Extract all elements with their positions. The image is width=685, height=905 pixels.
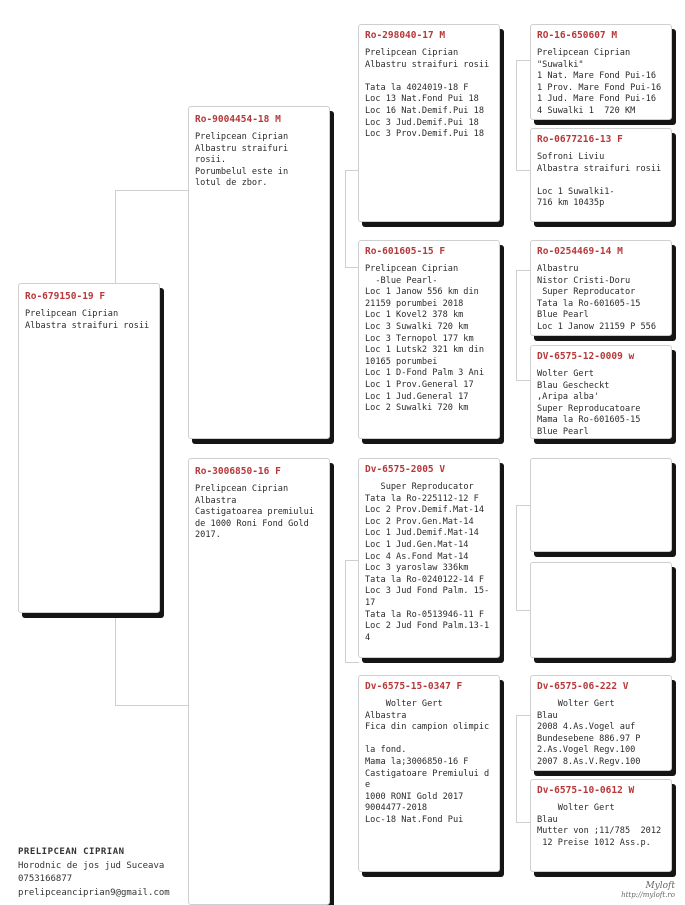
ring-number: Dv-6575-06-222 V: [537, 681, 629, 692]
watermark: [621, 881, 675, 899]
connector: [516, 270, 517, 380]
watermark-logo: Myloft: [645, 881, 675, 891]
connector: [516, 380, 530, 381]
watermark-url: http://myloft.ro: [621, 891, 675, 899]
connector: [516, 170, 530, 171]
connector: [516, 715, 530, 716]
ring-number: Ro-9004454-18 M: [195, 114, 281, 125]
pigeon-details: Super Reproducator Tata la Ro-225112-12 F Loc 2 Prov.Demif.Mat-14 Loc 2 Prov.Gen.Mat-14 Loc 1 Jud.Demif.Mat-14 Loc 1 Jud.Gen.Mat-14 Loc 4 As.Fond Mat-14 Loc 3 yaroslaw 336km Tata la Ro-0240122-14 F Loc 3 Jud Fond Palm. 15- 17 Tata la Ro-0513946-11 F Loc 2 Jud Fond Palm.13-1 4: [365, 482, 490, 643]
ring-number: Ro-298040-17 M: [365, 30, 446, 41]
connector: [516, 505, 530, 506]
pigeon-card-gg-2[interactable]: [530, 128, 672, 222]
pigeon-details: Wolter Gert Albastra Fica din campion olimpic la fond. Mama la;3006850-16 F Castigatoare Premiului d e 1000 RONI Gold 2017 9004477-2018 Loc-18 Nat.Fond Pui: [365, 699, 490, 825]
ring-number: Dv-6575-10-0612 W: [537, 785, 635, 796]
pigeon-card-paternal-grandmother[interactable]: [358, 240, 500, 439]
ring-number: Ro-3006850-16 F: [195, 466, 281, 477]
connector: [516, 60, 530, 61]
connector: [516, 610, 530, 611]
pigeon-details: Prelipcean Ciprian Albastra straifuri rosii: [25, 309, 150, 331]
pigeon-details: Prelipcean Ciprian Albastra Castigatoarea premiului de 1000 Roni Fond Gold 2017.: [195, 484, 314, 541]
ring-number: Ro-601605-15 F: [365, 246, 446, 257]
connector: [345, 170, 359, 171]
breeder-phone: 0753166877: [18, 874, 73, 884]
ring-number: Dv-6575-2005 V: [365, 464, 446, 475]
connector: [115, 705, 189, 706]
pigeon-card-gg-4[interactable]: [530, 345, 672, 439]
connector: [115, 190, 189, 191]
ring-number: Ro-0677216-13 F: [537, 134, 623, 145]
pigeon-details: Prelipcean Ciprian "Suwalki" 1 Nat. Mare Fond Pui-16 1 Prov. Mare Fond Pui-16 1 Jud. Mare Fond Pui-16 4 Suwalki 1 720 KM: [537, 48, 662, 116]
ring-number: Ro-679150-19 F: [25, 291, 106, 302]
connector: [345, 560, 346, 662]
connector: [516, 822, 530, 823]
pigeon-card-mother[interactable]: [188, 458, 330, 905]
pigeon-details: Albastru Nistor Cristi-Doru Super Reproducator Tata la Ro-601605-15 Blue Pearl Loc 1 Janow 21159 P 556: [537, 264, 656, 332]
pigeon-card-gg-8[interactable]: [530, 779, 672, 872]
breeder-contact: [18, 846, 170, 900]
pigeon-card-gg-5[interactable]: [530, 458, 672, 552]
pigeon-details: Wolter Gert Blau Gescheckt ,Aripa alba' Super Reproducatoare Mama la Ro-601605-15 Blue Pearl: [537, 369, 641, 437]
connector: [345, 662, 359, 663]
ring-number: DV-6575-12-0009 w: [537, 351, 635, 362]
pigeon-card-maternal-grandmother[interactable]: [358, 675, 500, 872]
breeder-email: prelipceanciprian9@gmail.com: [18, 887, 170, 898]
connector: [516, 715, 517, 822]
breeder-name: PRELIPCEAN CIPRIAN: [18, 847, 125, 857]
pigeon-card-gg-3[interactable]: [530, 240, 672, 336]
connector: [516, 270, 530, 271]
breeder-address: Horodnic de jos jud Suceava: [18, 860, 165, 871]
connector: [115, 190, 116, 286]
pigeon-details: Wolter Gert Blau Mutter von ;11/785 2012 12 Preise 1012 Ass.p.: [537, 803, 662, 848]
pigeon-card-subject[interactable]: [18, 283, 160, 613]
pigeon-card-gg-6[interactable]: [530, 562, 672, 658]
pigeon-details: Prelipcean Ciprian -Blue Pearl- Loc 1 Janow 556 km din 21159 porumbei 2018 Loc 1 Kovel2 378 km Loc 3 Suwalki 720 km Loc 3 Ternopol 177 km Loc 1 Lutsk2 321 km din 10165 porumbei Loc 1 D-Fond Palm 3 Ani Loc 1 Prov.General 17 Loc 1 Jud.General 17 Loc 2 Suwalki 720 km: [365, 264, 484, 414]
pigeon-card-gg-7[interactable]: [530, 675, 672, 771]
connector: [345, 560, 359, 561]
pigeon-details: Sofroni Liviu Albastra straifuri rosii Loc 1 Suwalki1- 716 km 10435p: [537, 152, 662, 209]
connector: [516, 505, 517, 610]
ring-number: RO-16-650607 M: [537, 30, 618, 41]
pigeon-card-gg-1[interactable]: [530, 24, 672, 120]
pigeon-card-father[interactable]: [188, 106, 330, 439]
pigeon-details: Wolter Gert Blau 2008 4.As.Vogel auf Bundesebene 886.97 P 2.As.Vogel Regv.100 2007 8.As.V.Regv.100: [537, 699, 641, 767]
ring-number: Ro-0254469-14 M: [537, 246, 623, 257]
pigeon-details: Prelipcean Ciprian Albastru straifuri rosii. Porumbelul este in lotul de zbor.: [195, 132, 289, 189]
connector: [516, 60, 517, 170]
connector: [345, 267, 359, 268]
pigeon-card-paternal-grandfather[interactable]: [358, 24, 500, 222]
connector: [115, 612, 116, 706]
pigeon-details: Prelipcean Ciprian Albastru straifuri rosii Tata la 4024019-18 F Loc 13 Nat.Fond Pui 18 Loc 16 Nat.Demif.Pui 18 Loc 3 Jud.Demif.Pui 18 Loc 3 Prov.Demif.Pui 18: [365, 48, 490, 140]
connector: [345, 170, 346, 267]
pigeon-card-maternal-grandfather[interactable]: [358, 458, 500, 658]
ring-number: Dv-6575-15-0347 F: [365, 681, 463, 692]
